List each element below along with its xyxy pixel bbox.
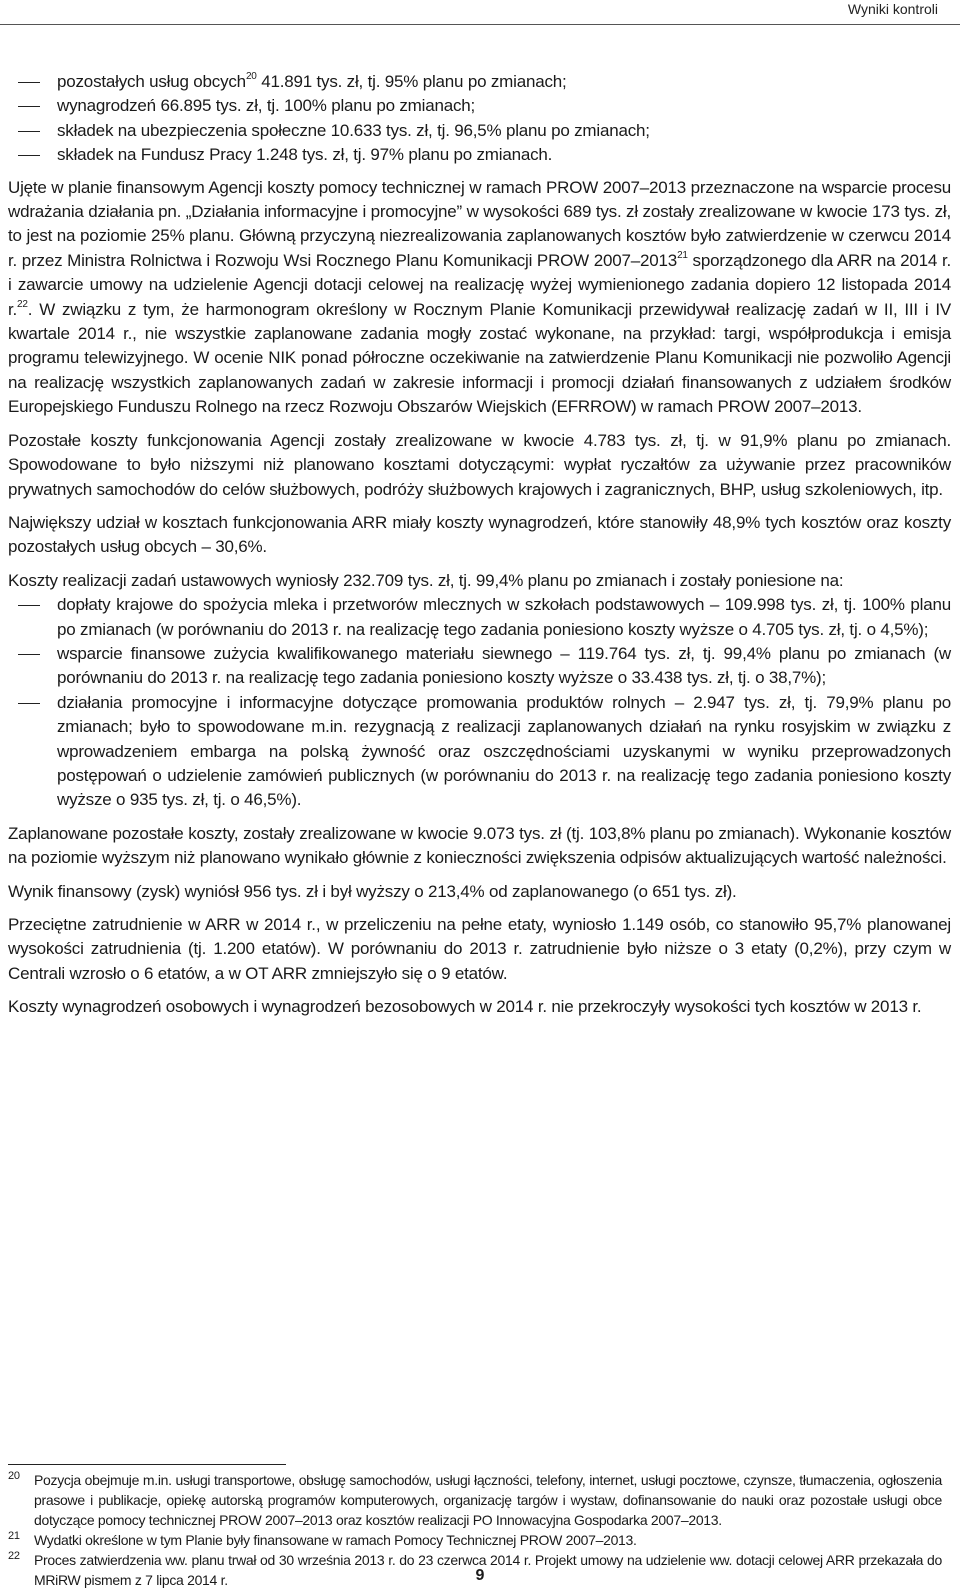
paragraph: Pozostałe koszty funkcjonowania Agencji zostały zrealizowane w kwocie 4.783 tys. zł, tj. w 91,9% planu po zmianach. Spowodowane to było niższymi niż planowano kosztami dotyczącymi: wypłat ryczałtów za używanie przez pracowników prywatnych samochodów do celów służbowych, podróży służbowych krajowych i zagranicznych, BHP, usług szkoleniowych, itp. <box>8 430 951 499</box>
footnote-text: Wydatki określone w tym Planie były finansowane w ramach Pomocy Technicznej PROW 2007–2013. <box>34 1532 637 1548</box>
paragraph: Koszty wynagrodzeń osobowych i wynagrodzeń bezosobowych w 2014 r. nie przekroczyły wysokości tych kosztów w 2013 r. <box>8 997 922 1017</box>
list-item: działania promocyjne i informacyjne dotyczące promowania produktów rolnych – 2.947 tys. zł, tj. 79,9% planu po zmianach; było to spowodowane m.in. rezygnacją z realizacji zaplanowanych działań na rynku rosyjskim w związku z wprowadzeniem embarga na polską żywność oraz oszczędnościami uzyskanymi w wyniku przeprowadzonych postępowań o udzielenie zamówień publicznych (w porównaniu do 2013 r. na realizację tego zadania poniesiono koszty wyższe o 935 tys. zł, tj. o 46,5%). <box>8 691 951 813</box>
paragraph: Wynik finansowy (zysk) wyniósł 956 tys. zł i był wyższy o 213,4% od zaplanowanego (o 651 tys. zł). <box>8 881 737 901</box>
paragraph: Największy udział w kosztach funkcjonowania ARR miały koszty wynagrodzeń, które stanowiły 48,9% tych kosztów oraz koszty pozostałych usług obcych – 30,6%. <box>8 512 951 557</box>
paragraph: Przeciętne zatrudnienie w ARR w 2014 r., w przeliczeniu na pełne etaty, wyniosło 1.149 osób, co stanowiło 95,7% planowanej wysokości zatrudnienia (tj. 1.200 etatów). W porównaniu do 2013 r. zatrudnienie było niższe o 3 etaty (0,2%), przy czym w Centrali wzrosło o 6 etatów, a w OT ARR zmniejszyło się o 9 etatów. <box>8 915 951 983</box>
footnote-ref[interactable]: 20 <box>245 71 257 83</box>
footnote-ref[interactable]: 22 <box>17 299 28 310</box>
list-item: wsparcie finansowe zużycia kwalifikowanego materiału siewnego – 119.764 tys. zł, tj. 99,4% planu po zmianach (w porównaniu do 2013 r. na realizację tego zadania poniesiono koszty wyższe o 33.438 tys. zł, tj. o 38,7%); <box>8 642 951 691</box>
footnote-text: Pozycja obejmuje m.in. usługi transportowe, obsługę samochodów, usługi łączności, telefony, internet, usługi pocztowe, czynsze, tłumaczenia, ogłoszenia prasowe i publikacje, opiekę autorską programów komputerowych, organizację targów i wystaw, dofinansowanie do nauki oraz pozostałe usługi obce dotyczące pomocy technicznej PROW 2007–2013 oraz kosztów realizacji PO Innowacyjna Gospodarka 2007–2013. <box>34 1472 942 1528</box>
paragraph-text: . W związku z tym, że harmonogram określony w Rocznym Planie Komunikacji przewidywał realizację zadań w II, III i IV kwartale 2014 r., nie wszystkie zaplanowane zadania mogły zostać wykonane, na przykład: targi, współprodukcja i emisja programu telewizyjnego. W ocenie NIK ponad półroczne oczekiwanie na zatwierdzenie Planu Komunikacji nie pozwoliło Agencji na realizację wszystkich zaplanowanych zadań w zakresie informacji i promocji działań finansowanych z udziałem środków Europejskiego Funduszu Rolnego na rzecz Rozwoju Obszarów Wiejskich (EFRROW) w ramach PROW 2007–2013. <box>8 299 951 417</box>
page-number: 9 <box>475 1567 485 1584</box>
header-title: Wyniki kontroli <box>847 1 938 17</box>
list-item: dopłaty krajowe do spożycia mleka i przetworów mlecznych w szkołach podstawowych – 109.998 tys. zł, tj. 100% planu po zmianach (w porównaniu do 2013 r. na realizację tego zadania poniesiono koszty wyższe o 4.705 tys. zł, tj. o 4,5%); <box>8 593 951 642</box>
cost-list <box>8 70 951 168</box>
list-item-text: pozostałych usług obcych <box>57 72 246 91</box>
list-item: wynagrodzeń 66.895 tys. zł, tj. 100% planu po zmianach; <box>8 94 951 118</box>
footnote-ref[interactable]: 21 <box>677 250 688 262</box>
paragraph <box>8 176 951 420</box>
paragraph-text: sporządzonego dla ARR na 2014 r. i zawarcie umowy na udzielenie Agencji dotacji celowej na realizację wyżej wymienionego zadania dopiero 12 listopada 2014 r. <box>8 250 951 319</box>
footnote-divider <box>8 1464 286 1465</box>
list-item <box>8 70 951 94</box>
footnote-number: 22 <box>8 1550 20 1562</box>
list-item: składek na ubezpieczenia społeczne 10.633 tys. zł, tj. 96,5% planu po zmianach; <box>8 119 951 143</box>
footnote-text: Proces zatwierdzenia ww. planu trwał od 30 września 2013 r. do 23 czerwca 2014 r. Projekt umowy na udzielenie ww. dotacji celowej ARR przekazała do MRiRW pismem z 7 lipca 2014 r. <box>34 1552 942 1588</box>
list-item-text: 41.891 tys. zł, tj. 95% planu po zmianach; <box>256 72 567 91</box>
footnote-number: 21 <box>8 1530 20 1542</box>
footnote <box>8 1530 942 1550</box>
main-content <box>8 70 951 1020</box>
list-item: składek na Fundusz Pracy 1.248 tys. zł, tj. 97% planu po zmianach. <box>8 143 951 167</box>
paragraph: Zaplanowane pozostałe koszty, zostały zrealizowane w kwocie 9.073 tys. zł (tj. 103,8% planu po zmianach). Wykonanie kosztów na poziomie wyższym niż planowano wynikało głównie z konieczności zwiększenia odpisów aktualizujących wartość należności. <box>8 823 951 868</box>
footnote <box>8 1470 942 1530</box>
page-header <box>0 0 960 25</box>
paragraph-text: Ujęte w planie finansowym Agencji koszty pomocy technicznej w ramach PROW 2007–2013 przeznaczone na wsparcie procesu wdrażania działania pn. „Działania informacyjne i promocyjne” w wysokości 689 tys. zł zostały zrealizowane w kwocie 173 tys. zł, to jest na poziomie 25% planu. Główną przyczyną niezrealizowania zaplanowanych kosztów było zatwierdzenie w czerwcu 2014 r. przez Ministra Rolnictwa i Rozwoju Wsi Rocznego Planu Komunikacji PROW 2007–2013 <box>8 177 951 270</box>
statutory-costs-list <box>8 593 951 813</box>
footnote-number: 20 <box>8 1470 20 1482</box>
paragraph: Koszty realizacji zadań ustawowych wyniosły 232.709 tys. zł, tj. 99,4% planu po zmianach i zostały poniesione na: <box>8 570 844 590</box>
